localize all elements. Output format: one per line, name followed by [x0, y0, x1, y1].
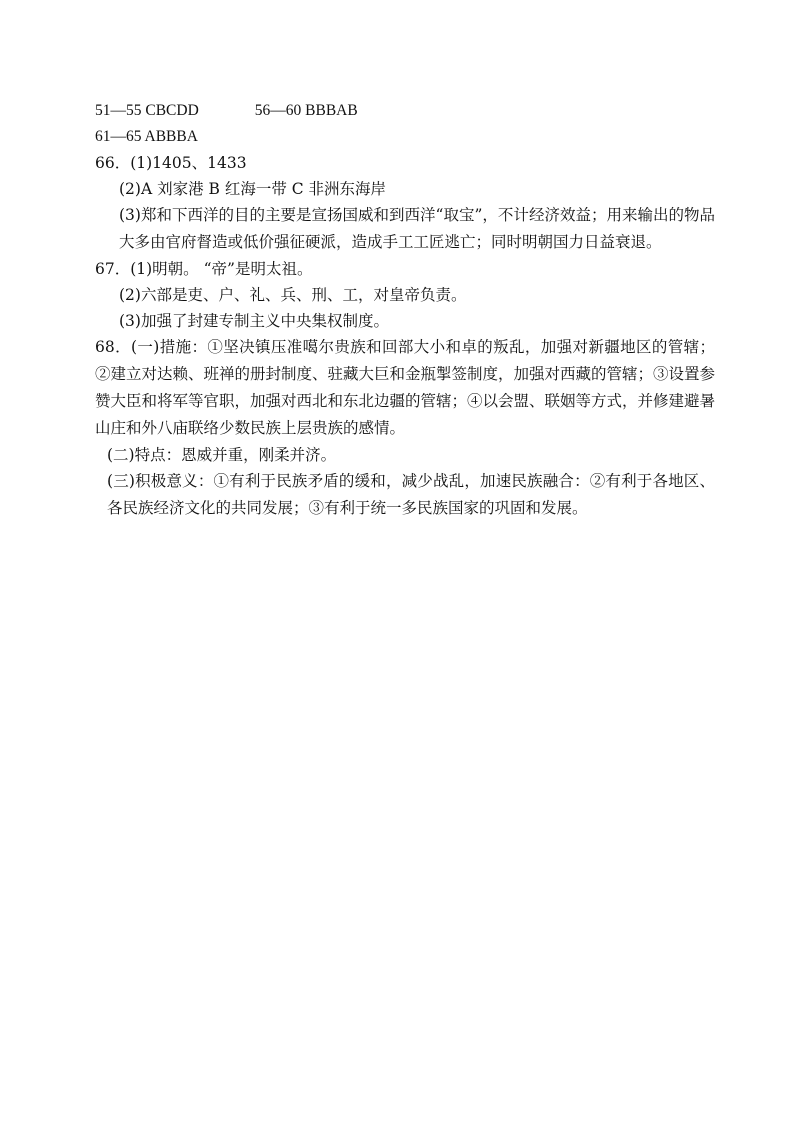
q66-part3: (3)郑和下西洋的目的主要是宣扬国威和到西洋“取宝”，不计经济效益；用来输出的物品大多由官府督造或低价强征硬派，造成手工工匠逃亡；同时明朝国力日益衰退。: [119, 206, 715, 251]
q68-features: (二)特点：恩威并重，刚柔并济。: [107, 446, 337, 464]
answers-row-51-60: [95, 98, 715, 124]
answer-sheet: [95, 98, 715, 522]
q67-heading: 67．(1)明朝。 “帝”是明太祖。: [95, 260, 313, 278]
q67-part3: (3)加强了封建专制主义中央集权制度。: [119, 312, 389, 330]
answers-row-61-65: 61—65 ABBBA: [95, 128, 198, 145]
q66-part2: (2)A 刘家港 B 红海一带 C 非洲东海岸: [119, 180, 387, 198]
answers-51-55: 51—55 CBCDD: [95, 102, 199, 119]
q67-part2: (2)六部是吏、户、礼、兵、刑、工，对皇帝负责。: [119, 286, 467, 304]
answers-56-60: 56—60 BBBAB: [254, 102, 358, 119]
q68-measures: 68．(一)措施：①坚决镇压准噶尔贵族和回部大小和卓的叛乱，加强对新疆地区的管辖；②建立对达赖、班禅的册封制度、驻藏大巨和金瓶掣签制度，加强对西藏的管辖；③设置参赞大臣和将军等官职，加强对西北和东北边疆的管辖；④以会盟、联姻等方式，并修建避暑山庄和外八庙联络少数民族上层贵族的感情。: [95, 338, 716, 437]
q66-heading: 66．(1)1405、1433: [95, 154, 247, 172]
q68-significance: (三)积极意义：①有利于民族矛盾的缓和，减少战乱，加速民族融合：②有利于各地区、各民族经济文化的共同发展；③有利于统一多民族国家的巩固和发展。: [107, 472, 715, 517]
